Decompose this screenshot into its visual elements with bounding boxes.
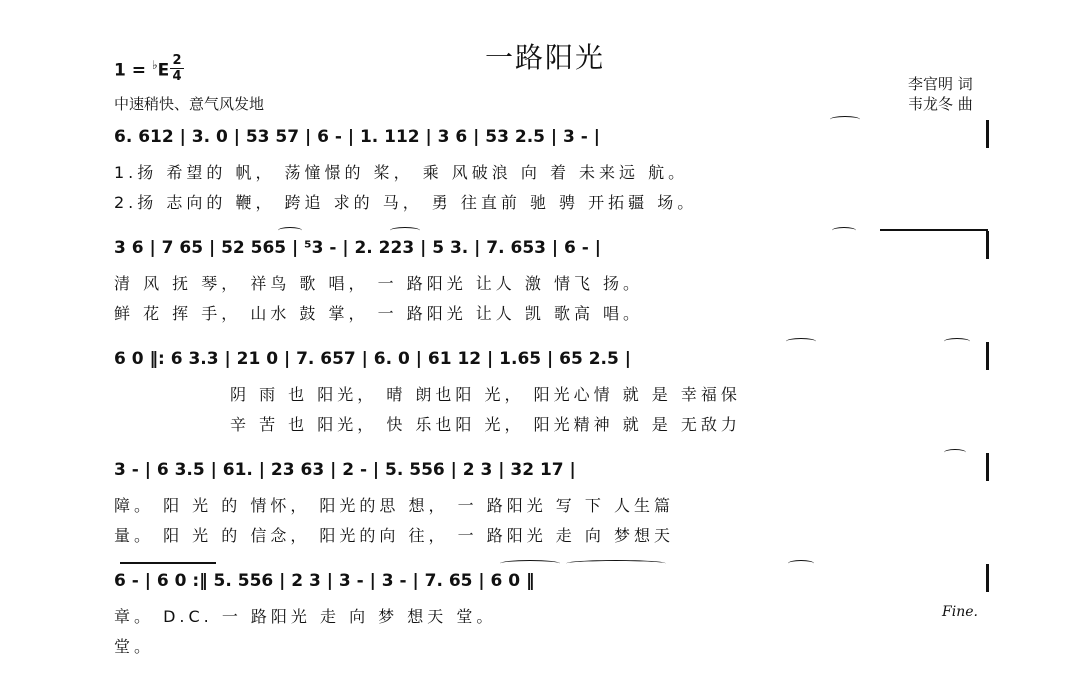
- lyric-verse-1: 章。 D.C. 一 路阳光 走 向 梦 想天 堂。: [114, 607, 497, 626]
- composer-credit: 韦龙冬 曲: [908, 95, 973, 113]
- lyric-verse-1: 1.扬 希望的 帆， 荡憧憬的 桨， 乘 风破浪 向 着 未来远 航。: [114, 163, 689, 182]
- barline-end: [986, 231, 989, 259]
- lyric-verse-2: 量。 阳 光 的 信念， 阳光的向 往， 一 路阳光 走 向 梦想天: [114, 526, 674, 545]
- slur: [832, 227, 856, 234]
- slur: [566, 560, 666, 567]
- lyric-verse-1: 障。 阳 光 的 情怀， 阳光的思 想， 一 路阳光 写 下 人生篇: [114, 496, 674, 515]
- song-title: 一路阳光: [484, 41, 605, 74]
- slur: [830, 116, 860, 123]
- tie-line: [880, 229, 988, 231]
- lyric-verse-2: 堂。: [114, 637, 155, 656]
- slur: [788, 560, 814, 567]
- key-equals: =: [131, 60, 147, 81]
- key-one: 1: [114, 60, 126, 81]
- system-2: [0, 235, 1090, 345]
- notation-line: 3 6 | 7 65 | 52 565 | ⁵3 - | 2. 223 | 5 3. | 7. 653 | 6 - |: [114, 238, 601, 258]
- barline-end: [986, 453, 989, 481]
- notation-line: 6 - | 6 0 :‖ 5. 556 | 2 3 | 3 - | 3 - | 7. 65 | 6 0 ‖: [114, 571, 535, 591]
- slur: [944, 338, 970, 345]
- notation-line: 3 - | 6 3.5 | 61. | 23 63 | 2 - | 5. 556 | 2 3 | 32 17 |: [114, 460, 576, 480]
- barline-end: [986, 120, 989, 148]
- slur: [278, 227, 302, 234]
- key-signature: [114, 58, 169, 81]
- key-flat: ♭: [151, 58, 158, 72]
- slur: [500, 560, 560, 567]
- lyric-verse-2: 鲜 花 挥 手， 山水 鼓 掌， 一 路阳光 让人 凯 歌高 唱。: [114, 304, 644, 323]
- lyricist-credit: 李官明 词: [908, 75, 973, 93]
- lyric-verse-2: 2.扬 志向的 鞭， 跨追 求的 马， 勇 往直前 驰 骋 开拓疆 场。: [114, 193, 698, 212]
- key-note: E: [157, 60, 170, 81]
- barline-final: [986, 564, 989, 592]
- time-signature-top: 2: [172, 53, 182, 68]
- lyric-verse-1: 阴 雨 也 阳光， 晴 朗也阳 光， 阳光心情 就 是 幸福保: [230, 385, 741, 404]
- notation-line: 6 0 ‖: 6 3.3 | 21 0 | 7. 657 | 6. 0 | 61 12 | 1.65 | 65 2.5 |: [114, 349, 631, 369]
- system-3: [0, 346, 1090, 456]
- system-5: [0, 568, 1090, 678]
- time-signature-bottom: 4: [172, 69, 182, 84]
- system-4: [0, 457, 1090, 567]
- system-1: [0, 124, 1090, 234]
- time-signature: [170, 53, 184, 84]
- notation-line: 6. 612 | 3. 0 | 53 57 | 6 - | 1. 112 | 3 6 | 53 2.5 | 3 - |: [114, 127, 600, 147]
- slur: [390, 227, 420, 234]
- tempo-marking: 中速稍快、意气风发地: [114, 95, 265, 113]
- slur: [944, 449, 966, 456]
- tie-line: [120, 562, 216, 564]
- barline-end: [986, 342, 989, 370]
- slur: [786, 338, 816, 345]
- fine-marking: Fine.: [942, 604, 978, 620]
- lyric-verse-2: 辛 苦 也 阳光， 快 乐也阳 光， 阳光精神 就 是 无敌力: [230, 415, 741, 434]
- lyric-verse-1: 清 风 抚 琴， 祥鸟 歌 唱， 一 路阳光 让人 激 情飞 扬。: [114, 274, 644, 293]
